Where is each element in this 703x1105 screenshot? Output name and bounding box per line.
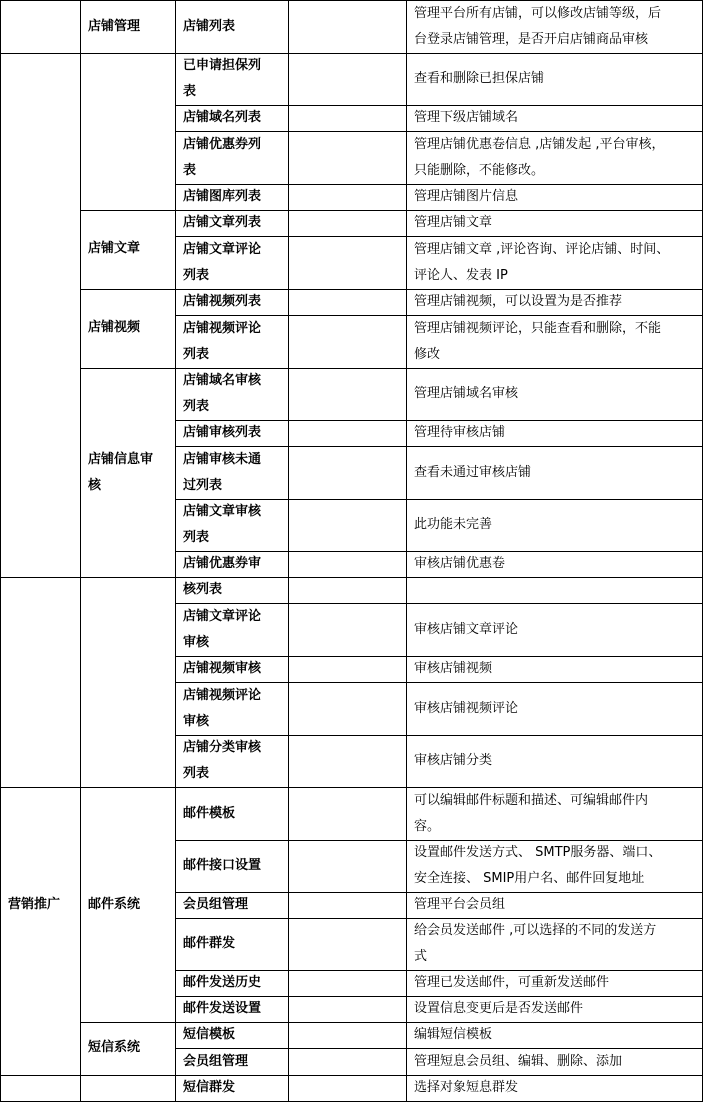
table-border <box>80 368 703 369</box>
feature-cell: 店铺文章评论 列表 <box>183 242 262 283</box>
module-cell: 店铺视频 <box>88 320 141 335</box>
description-cell: 管理已发送邮件，可重新发送邮件 <box>414 975 610 990</box>
table-border <box>0 1101 703 1102</box>
description-cell: 管理店铺文章 ,评论咨询、评论店铺、时间、 评论人、发表 IP <box>414 242 670 283</box>
table-border <box>0 0 1 1102</box>
description-cell: 管理平台所有店铺，可以修改店铺等级，后 台登录店铺管理，是否开启店铺商品审核 <box>414 6 662 47</box>
module-cell: 店铺信息审 核 <box>88 452 154 493</box>
feature-cell: 店铺文章评论 审核 <box>183 609 262 650</box>
feature-cell: 会员组管理 <box>183 1054 249 1069</box>
feature-cell: 店铺图库列表 <box>183 189 262 204</box>
table-border <box>0 53 703 54</box>
description-cell: 查看未通过审核店铺 <box>414 465 532 480</box>
module-cell: 短信系统 <box>88 1040 141 1055</box>
description-cell: 审核店铺视频评论 <box>414 701 519 716</box>
table-border <box>0 577 703 578</box>
feature-cell: 短信群发 <box>183 1080 236 1095</box>
feature-cell: 店铺文章审核 列表 <box>183 504 262 545</box>
feature-cell: 店铺视频审核 <box>183 661 262 676</box>
feature-cell: 店铺优惠券列 表 <box>183 137 262 178</box>
description-cell: 管理店铺视频评论，只能查看和删除，不能 修改 <box>414 321 662 362</box>
description-cell: 审核店铺文章评论 <box>414 622 519 637</box>
description-cell: 审核店铺视频 <box>414 661 493 676</box>
feature-cell: 店铺优惠券审 <box>183 556 262 571</box>
feature-cell: 邮件模板 <box>183 806 236 821</box>
description-cell: 管理待审核店铺 <box>414 425 506 440</box>
description-cell: 选择对象短息群发 <box>414 1080 519 1095</box>
feature-cell: 店铺视频评论 审核 <box>183 688 262 729</box>
module-cell: 店铺文章 <box>88 241 141 256</box>
description-cell: 设置邮件发送方式、 SMTP服务器、端口、 安全连接、 SMIP用户名、邮件回复地址 <box>414 845 662 886</box>
description-cell: 设置信息变更后是否发送邮件 <box>414 1001 584 1016</box>
module-cell: 邮件系统 <box>88 897 141 912</box>
feature-cell: 店铺审核未通 过列表 <box>183 452 262 493</box>
description-cell: 查看和删除已担保店铺 <box>414 71 545 86</box>
feature-cell: 邮件接口设置 <box>183 858 262 873</box>
description-cell: 管理下级店铺域名 <box>414 110 519 125</box>
description-cell: 此功能未完善 <box>414 517 493 532</box>
category-cell: 营销推广 <box>8 897 61 912</box>
feature-cell: 店铺视频列表 <box>183 294 262 309</box>
description-cell: 审核店铺优惠卷 <box>414 556 506 571</box>
description-cell: 管理店铺图片信息 <box>414 189 519 204</box>
description-cell: 编辑短信模板 <box>414 1027 493 1042</box>
description-cell: 管理短息会员组、编辑、删除、添加 <box>414 1054 623 1069</box>
description-cell: 管理店铺视频，可以设置为是否推荐 <box>414 294 623 309</box>
feature-cell: 店铺列表 <box>183 19 236 34</box>
module-cell: 店铺管理 <box>88 19 141 34</box>
feature-cell: 店铺审核列表 <box>183 425 262 440</box>
feature-cell: 店铺域名审核 列表 <box>183 373 262 414</box>
description-cell: 管理店铺优惠卷信息 ,店铺发起 ,平台审核， 只能删除，不能修改。 <box>414 137 665 178</box>
feature-cell: 店铺视频评论 列表 <box>183 321 262 362</box>
feature-cell: 核列表 <box>183 582 223 597</box>
description-cell: 审核店铺分类 <box>414 753 493 768</box>
description-cell: 给会员发送邮件 ,可以选择的不同的发送方 式 <box>414 923 657 964</box>
feature-cell: 邮件发送历史 <box>183 975 262 990</box>
feature-cell: 店铺域名列表 <box>183 110 262 125</box>
feature-cell: 短信模板 <box>183 1027 236 1042</box>
table-border <box>80 0 81 1102</box>
feature-cell: 店铺分类审核 列表 <box>183 740 262 781</box>
description-cell: 管理店铺域名审核 <box>414 386 519 401</box>
feature-cell: 店铺文章列表 <box>183 215 262 230</box>
description-cell: 管理店铺文章 <box>414 215 493 230</box>
description-cell: 管理平台会员组 <box>414 897 506 912</box>
feature-cell: 已申请担保列 表 <box>183 58 262 99</box>
feature-cell: 会员组管理 <box>183 897 249 912</box>
description-cell: 可以编辑邮件标题和描述、可编辑邮件内 容。 <box>414 793 649 834</box>
feature-cell: 邮件群发 <box>183 936 236 951</box>
feature-cell: 邮件发送设置 <box>183 1001 262 1016</box>
